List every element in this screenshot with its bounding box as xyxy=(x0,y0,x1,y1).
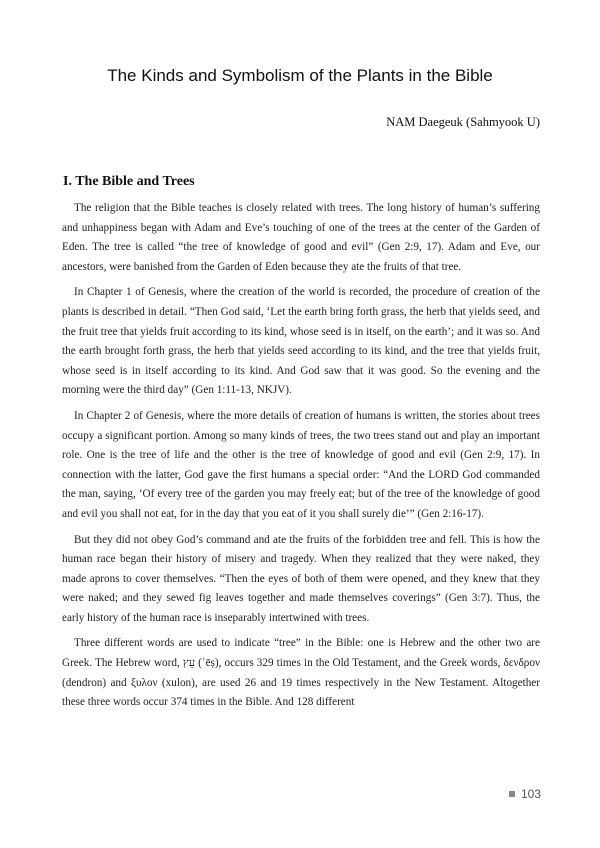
author-line: NAM Daegeuk (Sahmyook U) xyxy=(386,115,540,129)
paper-title: The Kinds and Symbolism of the Plants in the Bible xyxy=(107,66,493,85)
paragraph-4: But they did not obey God’s command and ate the fruits of the forbidden tree and fell. This is how the human race began their history of misery and tragedy. When they realized that they were naked, they made aprons to cover themselves. “Then the eyes of both of them were opened, and they knew that they were naked; and they sewed fig leaves together and made themselves coverings” (Gen 3:7). Thus, the early history of the human race is inseparably intertwined with trees. xyxy=(62,533,540,624)
page-footer xyxy=(509,787,541,801)
square-bullet-icon xyxy=(509,791,515,797)
body-text xyxy=(62,199,540,719)
paragraph-5: Three different words are used to indicate “tree” in the Bible: one is Hebrew and the other two are Greek. The Hebrew word, עֵץ (ʿēṣ), occurs 329 times in the Old Testament, and the Greek words, δενδρον (dendron) and ξυλον (xulon), are used 26 and 19 times respectively in the New Testament. Altogether these three words occur 374 times in the Bible. And 128 different xyxy=(62,637,541,709)
paragraph-2: In Chapter 1 of Genesis, where the creation of the world is recorded, the procedure of creation of the plants is described in detail. “Then God said, ‘Let the earth bring forth grass, the herb that yields seed, and the fruit tree that yields fruit according to its kind, whose seed is in itself, on the earth’; and it was so. And the earth brought forth grass, the herb that yields seed according to its kind, and the tree that yields fruit, whose seed is in itself according to its kind. And God saw that it was good. So the evening and the morning were the third day” (Gen 1:11-13, NKJV). xyxy=(62,286,540,397)
paragraph-1: The religion that the Bible teaches is closely related with trees. The long history of human’s suffering and unhappiness began with Adam and Eve’s touching of one of the trees at the center of the Garden of Eden. The tree is called “the tree of knowledge of good and evil” (Gen 2:9, 17). Adam and Eve, our ancestors, were banished from the Garden of Eden because they ate the fruits of that tree. xyxy=(62,202,540,273)
page-number: 103 xyxy=(520,787,541,801)
paragraph-3: In Chapter 2 of Genesis, where the more details of creation of humans is written, the stories about trees occupy a significant portion. Among so many kinds of trees, the two trees stand out and play an important role. One is the tree of life and the other is the tree of knowledge of good and evil (Gen 2:9, 17). In connection with the latter, God gave the first humans a special order: “And the LORD God commanded the man, saying, ‘Of every tree of the garden you may freely eat; but of the tree of the knowledge of good and evil you shall not eat, for in the day that you eat of it you shall surely die’” (Gen 2:16-17). xyxy=(62,409,540,520)
section-heading: I. The Bible and Trees xyxy=(63,174,195,189)
